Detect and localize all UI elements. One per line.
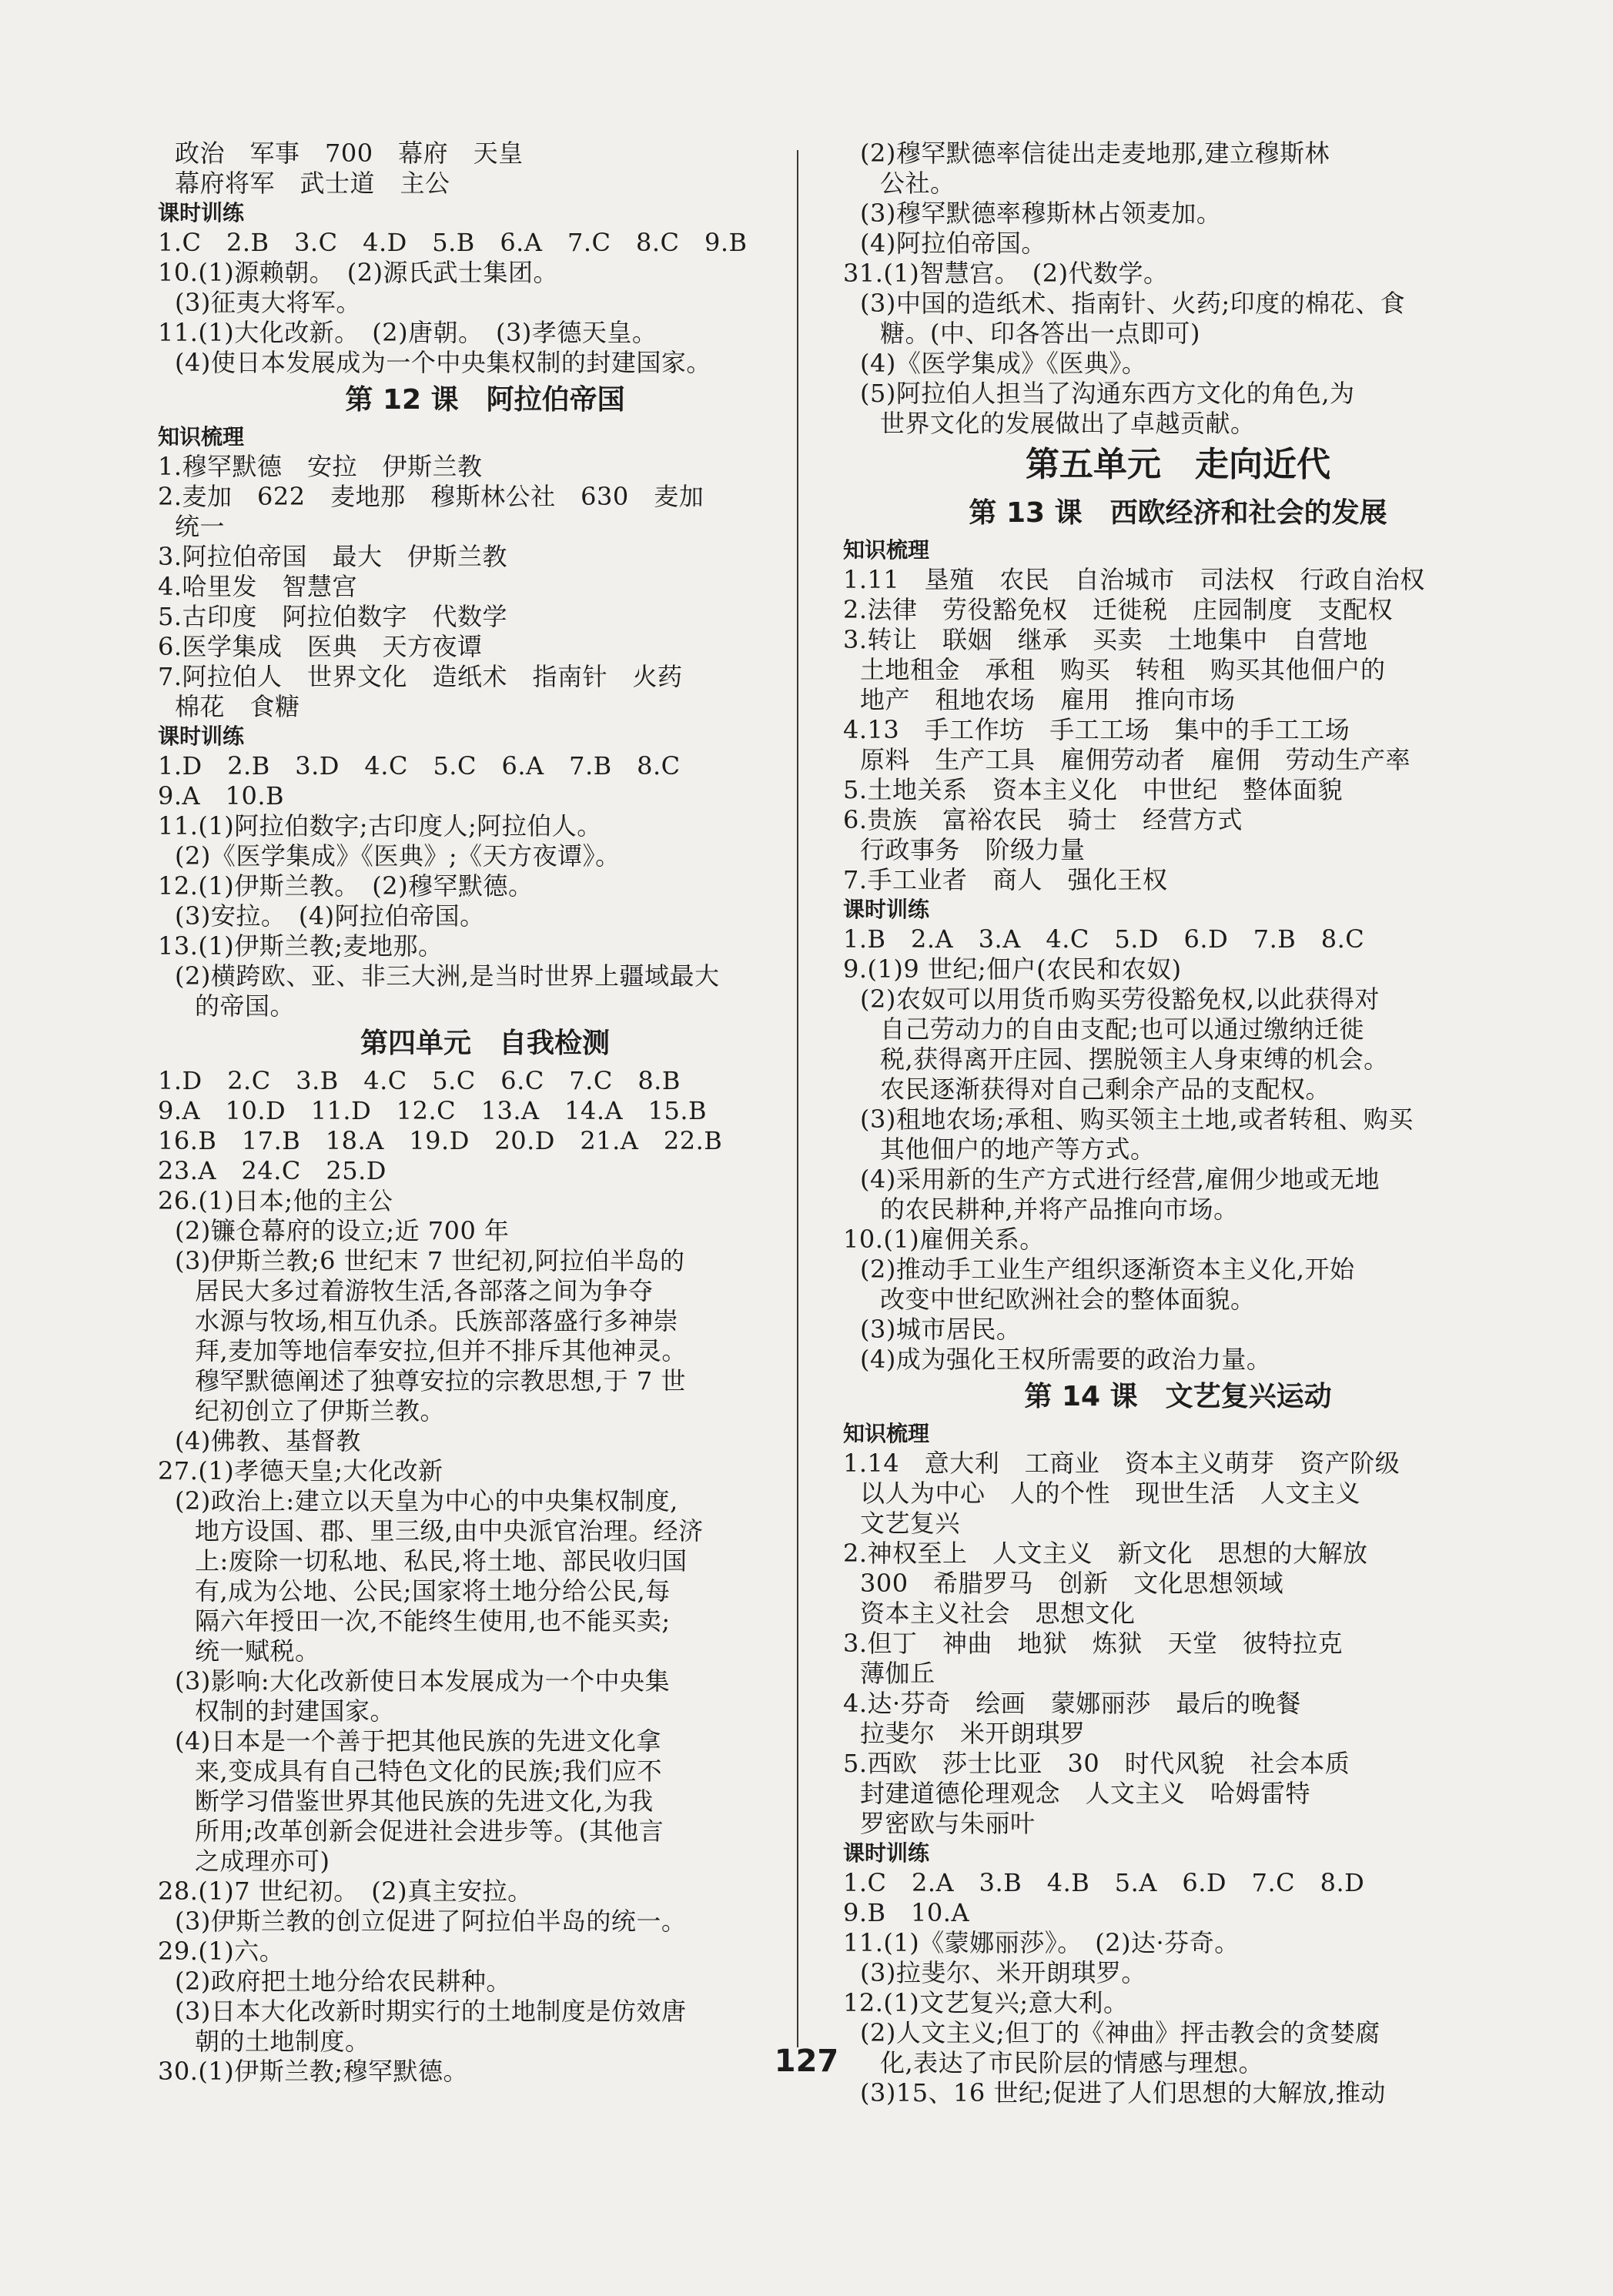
subsection-label: 知识梳理 <box>843 1421 930 1446</box>
answer-line: 的农民耕种,并将产品推向市场。 <box>880 1195 1239 1224</box>
answer-line: 拜,麦加等地信奉安拉,但并不排斥其他神灵。 <box>195 1336 687 1365</box>
answer-line: (3)拉斐尔、米开朗琪罗。 <box>860 1958 1146 1987</box>
answer-line: 其他佃户的地产等方式。 <box>880 1135 1156 1164</box>
answer-line: 3.阿拉伯帝国 最大 伊斯兰教 <box>158 542 508 571</box>
answer-line: 原料 生产工具 雇佣劳动者 雇佣 劳动生产率 <box>860 745 1411 774</box>
answer-line: 31.(1)智慧宫。 (2)代数学。 <box>843 259 1169 288</box>
answer-line: (5)阿拉伯人担当了沟通东西方文化的角色,为 <box>860 379 1355 408</box>
answer-line: 公社。 <box>880 169 955 198</box>
answer-line: 2.神权至上 人文主义 新文化 思想的大解放 <box>843 1539 1368 1568</box>
answer-line: 27.(1)孝德天皇;大化改新 <box>158 1456 443 1486</box>
answer-line: 10.(1)源赖朝。 (2)源氏武士集团。 <box>158 258 559 287</box>
answer-line: (3)安拉。 (4)阿拉伯帝国。 <box>175 901 485 931</box>
answer-line: 11.(1)大化改新。 (2)唐朝。 (3)孝德天皇。 <box>158 318 658 347</box>
answer-line: (3)征夷大将军。 <box>175 288 361 317</box>
answer-line: 农民逐渐获得对自己剩余产品的支配权。 <box>880 1074 1331 1104</box>
answer-line: 3.转让 联姻 继承 买卖 土地集中 自营地 <box>843 625 1368 654</box>
answer-line: 4.13 手工作坊 手工工场 集中的手工工场 <box>843 715 1350 744</box>
answer-line: 2.麦加 622 麦地那 穆斯林公社 630 麦加 <box>158 482 704 511</box>
answer-line: (4)成为强化王权所需要的政治力量。 <box>860 1345 1272 1374</box>
answer-line: 11.(1)《蒙娜丽莎》。 (2)达·芬奇。 <box>843 1928 1240 1957</box>
answer-line: 行政事务 阶级力量 <box>860 835 1086 864</box>
answer-line: 断学习借鉴世界其他民族的先进文化,为我 <box>195 1786 654 1816</box>
page-number: 127 <box>774 2044 839 2079</box>
answer-line: (2)政府把土地分给农民耕种。 <box>175 1967 511 1996</box>
answer-line: 之成理亦可) <box>195 1846 330 1876</box>
answer-line: 拉斐尔 米开朗琪罗 <box>860 1719 1086 1748</box>
answer-line: (2)镰仓幕府的设立;近 700 年 <box>175 1216 510 1245</box>
answer-line: 世界文化的发展做出了卓越贡献。 <box>880 409 1256 438</box>
answer-line: 土地租金 承租 购买 转租 购买其他佃户的 <box>860 655 1386 684</box>
answer-line: 罗密欧与朱丽叶 <box>860 1809 1036 1838</box>
answer-line: 9.B 10.A <box>843 1898 970 1927</box>
answer-line: 1.14 意大利 工商业 资本主义萌芽 资产阶级 <box>843 1449 1400 1478</box>
answer-line: 300 希腊罗马 创新 文化思想领域 <box>860 1569 1284 1598</box>
answer-line: 1.B 2.A 3.A 4.C 5.D 6.D 7.B 8.C <box>843 924 1365 954</box>
answer-line: 1.C 2.A 3.B 4.B 5.A 6.D 7.C 8.D <box>843 1868 1365 1897</box>
lesson-heading: 第 14 课 文艺复兴运动 <box>1024 1381 1332 1412</box>
answer-line: 糖。(中、印各答出一点即可) <box>880 319 1200 348</box>
answer-line: 12.(1)文艺复兴;意大利。 <box>843 1988 1129 2017</box>
answer-line: 幕府将军 武士道 主公 <box>175 169 450 198</box>
column-divider <box>797 150 798 2047</box>
answer-line: 居民大多过着游牧生活,各部落之间为争夺 <box>195 1276 654 1305</box>
answer-line: (2)《医学集成》《医典》;《天方夜谭》。 <box>175 841 621 871</box>
answer-line: (2)穆罕默德率信徒出走麦地那,建立穆斯林 <box>860 139 1330 168</box>
answer-line: 26.(1)日本;他的主公 <box>158 1186 393 1215</box>
answer-line: 化,表达了市民阶层的情感与理想。 <box>880 2048 1264 2077</box>
answer-line: 封建道德伦理观念 人文主义 哈姆雷特 <box>860 1779 1311 1808</box>
answer-line: 水源与牧场,相互仇杀。氏族部落盛行多神崇 <box>195 1306 679 1335</box>
answer-line: 23.A 24.C 25.D <box>158 1156 387 1185</box>
answer-line: (3)穆罕默德率穆斯林占领麦加。 <box>860 199 1222 228</box>
answer-line: 的帝国。 <box>195 991 296 1021</box>
subsection-label: 知识梳理 <box>843 537 930 563</box>
answer-line: 9.(1)9 世纪;佃户(农民和农奴) <box>843 954 1182 984</box>
answer-line: 5.古印度 阿拉伯数字 代数学 <box>158 602 508 631</box>
answer-line: (3)城市居民。 <box>860 1315 1022 1344</box>
answer-line: (2)农奴可以用货币购买劳役豁免权,以此获得对 <box>860 984 1380 1014</box>
answer-line: 税,获得离开庄园、摆脱领主人身束缚的机会。 <box>880 1044 1389 1074</box>
answer-line: 上:废除一切私地、私民,将土地、部民收归国 <box>195 1546 688 1576</box>
answer-line: 6.医学集成 医典 天方夜谭 <box>158 632 483 661</box>
answer-line: 10.(1)雇佣关系。 <box>843 1225 1045 1254</box>
answer-line: 29.(1)六。 <box>158 1937 285 1966</box>
answer-line: (2)横跨欧、亚、非三大洲,是当时世界上疆域最大 <box>175 961 720 991</box>
answer-line: 文艺复兴 <box>860 1509 961 1538</box>
answer-line: 棉花 食糖 <box>175 692 300 721</box>
answer-line: (3)租地农场;承租、购买领主土地,或者转租、购买 <box>860 1105 1414 1134</box>
answer-line: (2)推动手工业生产组织逐渐资本主义化,开始 <box>860 1255 1355 1284</box>
answer-line: 统一赋税。 <box>195 1636 320 1666</box>
answer-line: (4)佛教、基督教 <box>175 1426 361 1455</box>
answer-line: 统一 <box>175 512 226 541</box>
answer-line: 地产 租地农场 雇用 推向市场 <box>860 685 1236 714</box>
answer-line: 4.哈里发 智慧宫 <box>158 572 358 601</box>
answer-line: 9.A 10.B <box>158 781 285 810</box>
subsection-label: 课时训练 <box>158 724 245 749</box>
answer-line: (3)影响:大化改新使日本发展成为一个中央集 <box>175 1666 671 1696</box>
answer-line: 11.(1)阿拉伯数字;古印度人;阿拉伯人。 <box>158 811 602 841</box>
subsection-label: 课时训练 <box>843 1840 930 1866</box>
answer-line: 1.D 2.B 3.D 4.C 5.C 6.A 7.B 8.C <box>158 751 681 780</box>
answer-line: 2.法律 劳役豁免权 迁徙税 庄园制度 支配权 <box>843 595 1394 624</box>
left-column <box>158 139 812 2087</box>
answer-line: 隔六年授田一次,不能终生使用,也不能买卖; <box>195 1606 671 1636</box>
subsection-label: 知识梳理 <box>158 424 245 450</box>
answer-line: 6.贵族 富裕农民 骑士 经营方式 <box>843 805 1243 834</box>
answer-line: 有,成为公地、公民;国家将土地分给公民,每 <box>195 1576 671 1606</box>
lesson-heading: 第 13 课 西欧经济和社会的发展 <box>969 497 1387 529</box>
answer-line: 政治 军事 700 幕府 天皇 <box>175 139 524 168</box>
answer-line: 权制的封建国家。 <box>195 1696 396 1726</box>
subsection-label: 课时训练 <box>843 897 930 922</box>
answer-line: 30.(1)伊斯兰教;穆罕默德。 <box>158 2057 469 2086</box>
answer-line: 1.C 2.B 3.C 4.D 5.B 6.A 7.C 8.C 9.B <box>158 228 748 257</box>
answer-line: 13.(1)伊斯兰教;麦地那。 <box>158 931 443 961</box>
answer-line: (3)伊斯兰教;6 世纪末 7 世纪初,阿拉伯半岛的 <box>175 1246 685 1275</box>
answer-line: 穆罕默德阐述了独尊安拉的宗教思想,于 7 世 <box>195 1366 686 1395</box>
answer-line: (4)日本是一个善于把其他民族的先进文化拿 <box>175 1726 661 1756</box>
answer-line: (3)日本大化改新时期实行的土地制度是仿效唐 <box>175 1997 687 2026</box>
answer-line: 来,变成具有自己特色文化的民族;我们应不 <box>195 1756 662 1786</box>
answer-line: 薄伽丘 <box>860 1659 935 1688</box>
answer-line: 所用;改革创新会促进社会进步等。(其他言 <box>195 1816 664 1846</box>
answer-line: 5.西欧 莎士比亚 30 时代风貌 社会本质 <box>843 1749 1350 1778</box>
lesson-heading: 第四单元 自我检测 <box>360 1028 610 1059</box>
answer-line: (3)中国的造纸术、指南针、火药;印度的棉花、食 <box>860 289 1406 318</box>
answer-line: 资本主义社会 思想文化 <box>860 1599 1136 1628</box>
right-column <box>843 139 1513 2108</box>
answer-line: 16.B 17.B 18.A 19.D 20.D 21.A 22.B <box>158 1126 723 1155</box>
answer-line: 以人为中心 人的个性 现世生活 人文主义 <box>860 1479 1361 1508</box>
answer-line: (3)15、16 世纪;促进了人们思想的大解放,推动 <box>860 2078 1386 2107</box>
answer-line: 纪初创立了伊斯兰教。 <box>195 1396 446 1425</box>
answer-line: 9.A 10.D 11.D 12.C 13.A 14.A 15.B <box>158 1096 708 1125</box>
answer-line: (4)采用新的生产方式进行经营,雇佣少地或无地 <box>860 1165 1380 1194</box>
answer-line: 5.土地关系 资本主义化 中世纪 整体面貌 <box>843 775 1344 804</box>
answer-line: 1.穆罕默德 安拉 伊斯兰教 <box>158 452 483 481</box>
answer-line: 1.D 2.C 3.B 4.C 5.C 6.C 7.C 8.B <box>158 1066 681 1095</box>
answer-line: 自己劳动力的自由支配;也可以通过缴纳迁徙 <box>880 1014 1364 1044</box>
answer-line: 1.11 垦殖 农民 自治城市 司法权 行政自治权 <box>843 565 1425 594</box>
answer-line: 28.(1)7 世纪初。 (2)真主安拉。 <box>158 1877 533 1906</box>
answer-line: 地方设国、郡、里三级,由中央派官治理。经济 <box>195 1516 704 1546</box>
answer-line: 3.但丁 神曲 地狱 炼狱 天堂 彼特拉克 <box>843 1629 1344 1658</box>
answer-line: (4)使日本发展成为一个中央集权制的封建国家。 <box>175 348 711 377</box>
answer-line: 改变中世纪欧洲社会的整体面貌。 <box>880 1285 1256 1314</box>
answer-line: 12.(1)伊斯兰教。 (2)穆罕默德。 <box>158 871 534 901</box>
answer-line: (2)人文主义;但丁的《神曲》抨击教会的贪婪腐 <box>860 2018 1380 2047</box>
answer-line: (2)政治上:建立以天皇为中心的中央集权制度, <box>175 1486 678 1516</box>
answer-line: (4)《医学集成》《医典》。 <box>860 349 1147 378</box>
answer-line: (3)伊斯兰教的创立促进了阿拉伯半岛的统一。 <box>175 1907 687 1936</box>
subsection-label: 课时训练 <box>158 200 245 226</box>
unit-heading: 第五单元 走向近代 <box>1026 445 1330 484</box>
answer-line: 4.达·芬奇 绘画 蒙娜丽莎 最后的晚餐 <box>843 1689 1301 1718</box>
answer-line: 7.手工业者 商人 强化王权 <box>843 865 1168 894</box>
answer-line: 朝的土地制度。 <box>195 2027 370 2056</box>
answer-line: 7.阿拉伯人 世界文化 造纸术 指南针 火药 <box>158 662 683 691</box>
answer-line: (4)阿拉伯帝国。 <box>860 229 1046 258</box>
lesson-heading: 第 12 课 阿拉伯帝国 <box>345 384 625 416</box>
